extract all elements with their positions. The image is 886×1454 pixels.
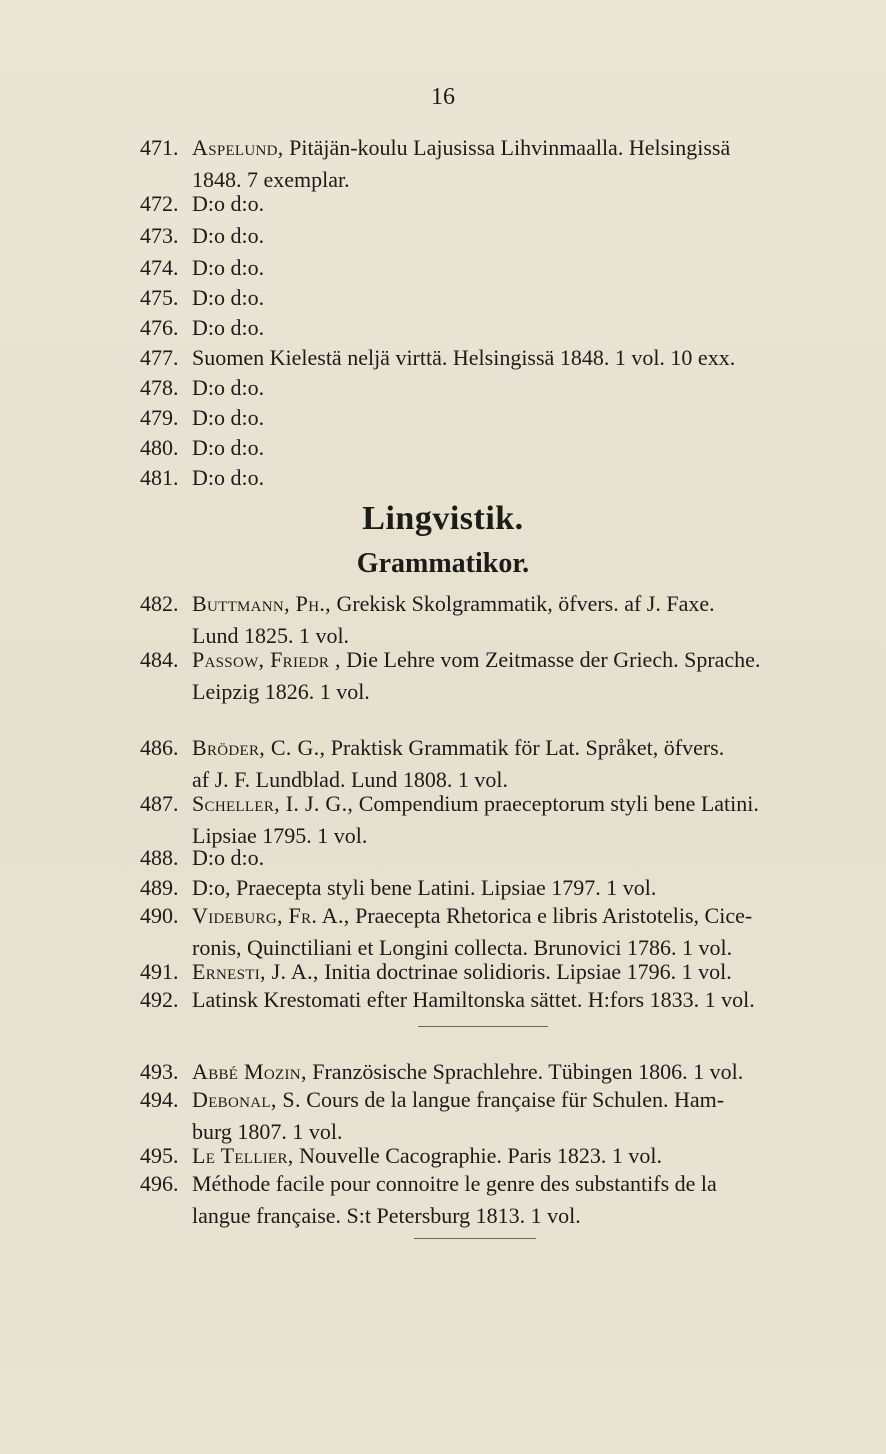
entry-author: Bröder, C. G.,: [192, 735, 326, 760]
entry-text: D:o d:o.: [192, 375, 265, 400]
catalog-entry: [140, 342, 830, 374]
entry-number: 496.: [140, 1171, 179, 1196]
entry-text: D:o d:o.: [192, 315, 265, 340]
entry-number: 495.: [140, 1143, 179, 1168]
entry-number: 478.: [140, 375, 179, 400]
entry-number: 486.: [140, 735, 179, 760]
catalog-entry: [140, 432, 830, 464]
entry-text: Grekisk Skolgrammatik, öfvers. af J. Faxe.: [330, 591, 715, 616]
entry-author: Buttmann, Ph.,: [192, 591, 331, 616]
entry-continuation: af J. F. Lundblad. Lund 1808. 1 vol.: [192, 767, 508, 792]
catalog-entry: [140, 1084, 830, 1148]
entry-number: 484.: [140, 647, 179, 672]
entry-author: Ernesti, J. A.,: [192, 959, 319, 984]
entry-number: 489.: [140, 875, 179, 900]
entry-text: D:o d:o.: [192, 435, 265, 460]
entry-number: 493.: [140, 1059, 179, 1084]
catalog-entry: [140, 1168, 830, 1232]
entry-number: 471.: [140, 135, 179, 160]
catalog-entry: [140, 900, 830, 964]
entry-text: Méthode facile pour connoitre le genre des substantifs de la: [192, 1171, 717, 1196]
entry-text: D:o d:o.: [192, 465, 265, 490]
entry-number: 476.: [140, 315, 179, 340]
entry-number: 473.: [140, 223, 179, 248]
catalog-entry: [140, 588, 830, 652]
entry-text: Nouvelle Cacographie. Paris 1823. 1 vol.: [293, 1143, 663, 1168]
entry-continuation: Lipsiae 1795. 1 vol.: [192, 823, 368, 848]
entry-text: Latinsk Krestomati efter Hamiltonska sättet. H:fors 1833. 1 vol.: [192, 987, 755, 1012]
entry-number: 494.: [140, 1087, 179, 1112]
entry-number: 479.: [140, 405, 179, 430]
entry-text: D:o, Praecepta styli bene Latini. Lipsiae 1797. 1 vol.: [192, 875, 657, 900]
entry-continuation: ronis, Quinctiliani et Longini collecta. Brunovici 1786. 1 vol.: [192, 935, 733, 960]
entry-number: 474.: [140, 255, 179, 280]
entry-continuation: langue française. S:t Petersburg 1813. 1 vol.: [192, 1203, 581, 1228]
entry-text: D:o d:o.: [192, 191, 265, 216]
entry-text: D:o d:o.: [192, 223, 265, 248]
entry-number: 492.: [140, 987, 179, 1012]
entry-continuation: Leipzig 1826. 1 vol.: [192, 679, 370, 704]
catalog-entry: [140, 252, 830, 284]
entry-number: 480.: [140, 435, 179, 460]
entry-number: 482.: [140, 591, 179, 616]
entry-text: Die Lehre vom Zeitmasse der Griech. Sprache.: [340, 647, 761, 672]
section-subheading: Grammatikor.: [356, 548, 530, 579]
catalog-entry: [140, 132, 830, 196]
catalog-entry: [140, 984, 830, 1016]
entry-continuation: burg 1807. 1 vol.: [192, 1119, 343, 1144]
entry-author: Passow, Friedr ,: [192, 647, 341, 672]
catalog-entry: [140, 644, 830, 708]
entry-number: 487.: [140, 791, 179, 816]
entry-text: Pitäjän-koulu Lajusissa Lihvinmaalla. Helsingissä: [283, 135, 731, 160]
catalog-entry: [140, 372, 830, 404]
entry-author: Videburg, Fr. A.,: [192, 903, 350, 928]
entry-text: Suomen Kielestä neljä virttä. Helsingissä 1848. 1 vol. 10 exx.: [192, 345, 736, 370]
section-divider: [418, 1026, 548, 1027]
catalog-entry: [140, 842, 830, 874]
catalog-entry: [140, 732, 830, 796]
entry-text: Praecepta Rhetorica e libris Aristotelis, Cice-: [349, 903, 753, 928]
entry-text: Französische Sprachlehre. Tübingen 1806. 1 vol.: [306, 1059, 744, 1084]
entry-continuation: Lund 1825. 1 vol.: [192, 623, 350, 648]
entry-text: Initia doctrinae solidioris. Lipsiae 1796. 1 vol.: [318, 959, 732, 984]
entry-number: 481.: [140, 465, 179, 490]
catalog-entry: [140, 282, 830, 314]
entry-text: D:o d:o.: [192, 405, 265, 430]
entry-continuation: 1848. 7 exemplar.: [192, 167, 350, 192]
section-heading: Lingvistik.: [362, 500, 524, 537]
entry-author: Le Tellier,: [192, 1143, 294, 1168]
entry-number: 477.: [140, 345, 179, 370]
entry-number: 490.: [140, 903, 179, 928]
catalog-entry: [140, 312, 830, 344]
entry-author: Scheller, I. J. G.,: [192, 791, 354, 816]
entry-text: Cours de la langue française für Schulen. Ham-: [300, 1087, 725, 1112]
catalog-entry: [140, 220, 830, 252]
catalog-entry: [140, 188, 830, 220]
section-divider: [414, 1238, 536, 1239]
entry-number: 475.: [140, 285, 179, 310]
entry-author: Aspelund,: [192, 135, 284, 160]
catalog-entry: [140, 402, 830, 434]
entry-number: 472.: [140, 191, 179, 216]
entry-text: Compendium praeceptorum styli bene Latini.: [353, 791, 759, 816]
entry-text: D:o d:o.: [192, 255, 265, 280]
entry-text: Praktisk Grammatik för Lat. Språket, öfvers.: [325, 735, 725, 760]
entry-number: 491.: [140, 959, 179, 984]
page-number: 16: [431, 84, 455, 110]
entry-author: Debonal, S.: [192, 1087, 301, 1112]
catalog-entry: [140, 462, 830, 494]
entry-number: 488.: [140, 845, 179, 870]
entry-text: D:o d:o.: [192, 845, 265, 870]
entry-author: Abbé Mozin,: [192, 1059, 307, 1084]
entry-text: D:o d:o.: [192, 285, 265, 310]
